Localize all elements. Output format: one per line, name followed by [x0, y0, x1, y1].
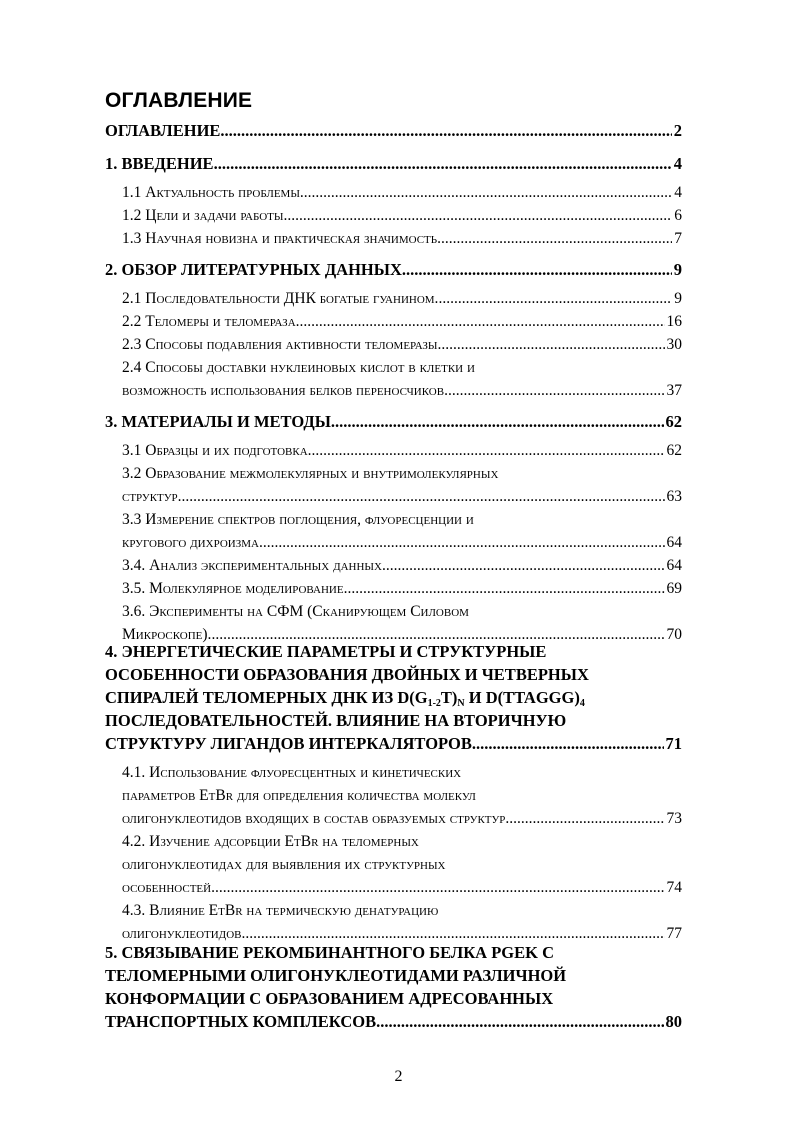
toc-entry-page: 73 — [666, 810, 682, 827]
toc-entry-3-5[interactable] — [122, 580, 682, 598]
toc-entry-title: ОГЛАВЛЕНИЕ — [105, 121, 221, 140]
toc-entry-page: 64 — [666, 557, 682, 574]
toc-entry-title: 3. МАТЕРИАЛЫ И МЕТОДЫ — [105, 412, 331, 431]
toc-entry-oglavlenie[interactable] — [105, 121, 682, 141]
toc-leader-dots — [283, 207, 672, 225]
toc-entry-title: олигонуклеотидов входящих в состав образуемых структур. — [122, 810, 510, 827]
toc-entry-section-4-line1: 4. ЭНЕРГЕТИЧЕСКИЕ ПАРАМЕТРЫ И СТРУКТУРНЫЕ — [105, 642, 547, 661]
toc-entry-title: Микроскопе). — [122, 626, 212, 643]
toc-leader-dots — [312, 442, 665, 460]
toc-entry-title: ТРАНСПОРТНЫХ КОМПЛЕКСОВ — [105, 1012, 377, 1031]
toc-entry-4-2-line1: 4.2. Изучение адсорбции EtBr на теломерных — [122, 833, 419, 850]
toc-entry-page: 30 — [666, 336, 682, 353]
toc-leader-dots — [376, 1012, 663, 1032]
toc-entry-page: 9 — [673, 260, 682, 279]
toc-entry-4-1-line2: параметров EtBr для определения количества молекул — [122, 787, 476, 804]
toc-entry-title: СТРУКТУРУ ЛИГАНДОВ ИНТЕРКАЛЯТОРОВ — [105, 734, 472, 753]
toc-entry-section-5-line2: ТЕЛОМЕРНЫМИ ОЛИГОНУКЛЕОТИДАМИ РАЗЛИЧНОЙ — [105, 966, 567, 985]
toc-entry-title: 3.1 Образцы и их подготовка. — [122, 442, 312, 459]
toc-leader-dots — [245, 925, 664, 943]
toc-entry-3-6-line1: 3.6. Эксперименты на СФМ (Сканирующем Силовом — [122, 603, 469, 620]
toc-entry-3-3[interactable] — [122, 534, 682, 552]
toc-entry-page: 62 — [665, 412, 682, 431]
toc-entry-section-4-line4: ПОСЛЕДОВАТЕЛЬНОСТЕЙ. ВЛИЯНИЕ НА ВТОРИЧНУЮ — [105, 711, 567, 730]
toc-entry-title: кругового дихроизма. — [122, 534, 263, 551]
toc-entry-section-4-line2: ОСОБЕННОСТИ ОБРАЗОВАНИЯ ДВОЙНЫХ И ЧЕТВЕРНЫХ — [105, 665, 589, 684]
toc-entry-3-3-line1: 3.3 Измерение спектров поглощения, флуоресценции и — [122, 511, 474, 528]
toc-entry-title: 3.5. Молекулярное моделирование — [122, 580, 344, 597]
toc-leader-dots — [438, 336, 665, 354]
toc-entry-title: особенностей — [122, 879, 212, 896]
toc-entry-section-5-line3: КОНФОРМАЦИИ С ОБРАЗОВАНИЕМ АДРЕСОВАННЫХ — [105, 989, 554, 1008]
toc-entry-4-1[interactable] — [122, 810, 682, 828]
toc-leader-dots — [438, 290, 672, 308]
toc-entry-3-4[interactable] — [122, 557, 682, 575]
toc-subscript: N — [457, 698, 465, 709]
toc-leader-dots — [448, 382, 665, 400]
toc-entry-page: 37 — [666, 382, 682, 399]
toc-entry-page: 64 — [666, 534, 682, 551]
toc-entry-section-4-line3 — [105, 688, 585, 709]
toc-entry-page: 74 — [666, 879, 682, 896]
toc-entry-title: структур — [122, 488, 178, 505]
toc-entry-section-2[interactable] — [105, 260, 682, 280]
toc-entry-2-4[interactable] — [122, 382, 682, 400]
toc-entry-section-3[interactable] — [105, 412, 682, 432]
toc-entry-page: 69 — [666, 580, 682, 597]
toc-entry-page: 9 — [674, 290, 682, 307]
toc-subscript: 4 — [579, 698, 585, 709]
toc-leader-dots — [437, 230, 672, 248]
toc-entry-3-1[interactable] — [122, 442, 682, 460]
toc-entry-2-4-line1: 2.4 Способы доставки нуклеиновых кислот в клетки и — [122, 359, 475, 376]
toc-entry-page: 62 — [666, 442, 682, 459]
toc-entry-page: 71 — [665, 734, 682, 753]
toc-entry-title: 1. ВВЕДЕНИЕ — [105, 154, 214, 173]
toc-entry-4-1-line1: 4.1. Использование флуоресцентных и кинетических — [122, 764, 462, 781]
toc-entry-title: олигонуклеотидов. — [122, 925, 246, 942]
toc-entry-title: 3.4. Анализ экспериментальных данных. — [122, 557, 386, 574]
toc-leader-dots — [300, 184, 672, 202]
toc-entry-3-2-line1: 3.2 Образование межмолекулярных и внутримолекулярных — [122, 465, 499, 482]
toc-entry-section-4[interactable] — [105, 734, 682, 754]
toc-entry-title: 1.3 Научная новизна и практическая значимость — [122, 230, 438, 247]
toc-entry-title: 2.3 Способы подавления активности теломеразы — [122, 336, 438, 353]
toc-entry-4-3[interactable] — [122, 925, 682, 943]
toc-leader-dots — [214, 154, 672, 174]
toc-leader-dots — [211, 879, 664, 897]
toc-entry-3-2[interactable] — [122, 488, 682, 506]
toc-entry-page: 63 — [666, 488, 682, 505]
toc-leader-dots — [509, 810, 664, 828]
toc-entry-page: 80 — [665, 1012, 682, 1031]
page-number: 2 — [394, 1068, 403, 1085]
toc-leader-dots — [220, 121, 671, 141]
toc-leader-dots — [472, 734, 664, 754]
toc-entry-page: 7 — [674, 230, 682, 247]
toc-entry-page: 4 — [673, 154, 682, 173]
toc-entry-title: возможность использования белков переносчиков. — [122, 382, 448, 399]
toc-entry-section-1[interactable] — [105, 154, 682, 174]
toc-entry-4-3-line1: 4.3. Влияние EtBr на термическую денатурацию — [122, 902, 439, 919]
toc-entry-2-2[interactable] — [122, 313, 682, 331]
toc-entry-page: 77 — [666, 925, 682, 942]
toc-entry-title: 2.2 Теломеры и теломераза. — [122, 313, 300, 330]
toc-leader-dots — [331, 412, 664, 432]
toc-text: И D(TTAGGG) — [464, 688, 580, 707]
toc-subscript: 1-2 — [427, 698, 441, 709]
toc-entry-title: 2.1 Последовательности ДНК богатые гуанином. — [122, 290, 439, 307]
toc-entry-title: 1.2 Цели и задачи работы — [122, 207, 284, 224]
toc-leader-dots — [344, 580, 665, 598]
toc-entry-1-1[interactable] — [122, 184, 682, 202]
toc-entry-title: 2. ОБЗОР ЛИТЕРАТУРНЫХ ДАННЫХ — [105, 260, 402, 279]
toc-entry-section-5-line1: 5. СВЯЗЫВАНИЕ РЕКОМБИНАНТНОГО БЕЛКА PGEK С — [105, 943, 554, 962]
toc-entry-page: 2 — [673, 121, 682, 140]
toc-leader-dots — [263, 534, 665, 552]
toc-entry-4-2[interactable] — [122, 879, 682, 897]
toc-leader-dots — [386, 557, 665, 575]
toc-entry-section-5[interactable] — [105, 1012, 682, 1032]
toc-entry-4-2-line2: олигонуклеотидах для выявления их структурных — [122, 856, 446, 873]
toc-leader-dots — [178, 488, 665, 506]
toc-entry-2-1[interactable] — [122, 290, 682, 308]
toc-leader-dots — [402, 260, 672, 280]
toc-entry-1-3[interactable] — [122, 230, 682, 248]
toc-text: СПИРАЛЕЙ ТЕЛОМЕРНЫХ ДНК ИЗ D(G — [105, 688, 428, 707]
toc-leader-dots — [300, 313, 665, 331]
toc-entry-page: 6 — [674, 207, 682, 224]
toc-entry-1-2[interactable] — [122, 207, 682, 225]
page-title: ОГЛАВЛЕНИЕ — [105, 89, 253, 112]
toc-entry-page: 4 — [674, 184, 682, 201]
toc-entry-page: 16 — [666, 313, 682, 330]
toc-entry-2-3[interactable] — [122, 336, 682, 354]
toc-text: T) — [440, 688, 458, 707]
toc-entry-title: 1.1 Актуальность проблемы — [122, 184, 300, 201]
toc-entry-page: 70 — [666, 626, 682, 643]
